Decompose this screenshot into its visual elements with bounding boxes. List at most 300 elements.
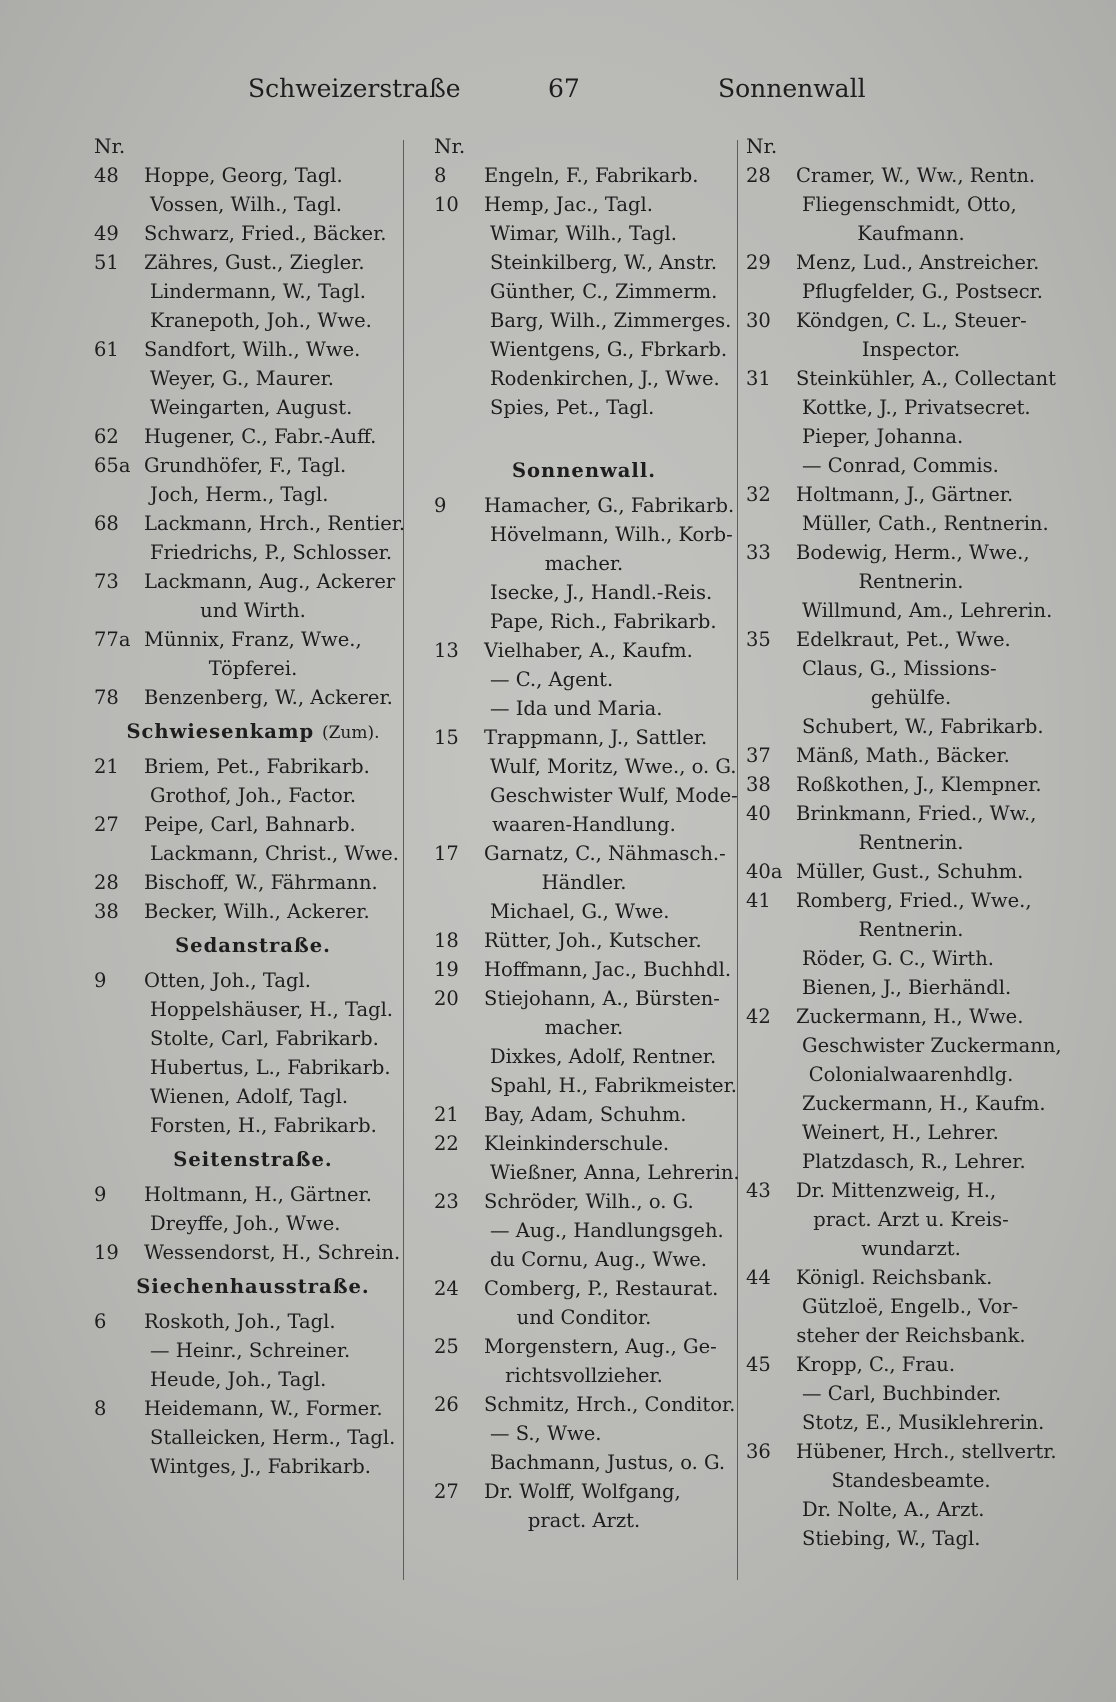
house-number: 22 xyxy=(434,1132,459,1155)
directory-entry xyxy=(746,1350,1076,1379)
house-number: 28 xyxy=(94,871,119,894)
directory-entry xyxy=(746,944,1076,973)
directory-entry xyxy=(746,625,1076,654)
directory-entry xyxy=(746,1147,1076,1176)
directory-entry xyxy=(94,596,412,625)
directory-entry xyxy=(434,810,734,839)
house-number: 48 xyxy=(94,164,119,187)
house-number: 15 xyxy=(434,726,459,749)
house-number: 24 xyxy=(434,1277,459,1300)
resident-entry: pract. Arzt u. Kreis- xyxy=(813,1208,1009,1231)
directory-entry xyxy=(434,219,734,248)
directory-entry xyxy=(434,1332,734,1361)
directory-entry xyxy=(94,509,412,538)
resident-entry: Holtmann, J., Gärtner. xyxy=(796,483,1014,506)
resident-entry: Zuckermann, H., Kaufm. xyxy=(802,1092,1046,1115)
resident-entry: Otten, Joh., Tagl. xyxy=(144,969,311,992)
resident-entry: Fliegenschmidt, Otto, xyxy=(802,193,1017,216)
resident-entry: Cramer, W., Ww., Rentn. xyxy=(796,164,1036,187)
resident-entry: Garnatz, C., Nähmasch.- xyxy=(484,842,726,865)
resident-entry: Günther, C., Zimmerm. xyxy=(490,280,718,303)
directory-entry xyxy=(94,161,412,190)
directory-entry xyxy=(746,1060,1076,1089)
resident-entry: Engeln, F., Fabrikarb. xyxy=(484,164,699,187)
resident-entry: — Conrad, Commis. xyxy=(802,454,999,477)
directory-entry xyxy=(746,915,1076,944)
resident-entry: und Conditor. xyxy=(516,1306,652,1329)
resident-entry: Standesbeamte. xyxy=(831,1469,991,1492)
resident-entry: Kranepoth, Joh., Wwe. xyxy=(150,309,372,332)
resident-entry: Töpferei. xyxy=(208,657,298,680)
section-heading-sedanstrasse: Sedanstraße. xyxy=(175,934,331,957)
directory-entry xyxy=(94,1082,412,1111)
resident-entry: Schwarz, Fried., Bäcker. xyxy=(144,222,387,245)
resident-entry: Kottke, J., Privatsecret. xyxy=(802,396,1031,419)
section-heading-seitenstrasse: Seitenstraße. xyxy=(173,1148,333,1171)
directory-entry xyxy=(434,1448,734,1477)
sonnenwall-entries xyxy=(434,491,740,1535)
directory-entry xyxy=(434,1100,734,1129)
directory-entry xyxy=(434,1158,740,1187)
resident-entry: Barg, Wilh., Zimmerges. xyxy=(490,309,732,332)
directory-entry xyxy=(434,520,734,549)
resident-entry: Hubertus, L., Fabrikarb. xyxy=(150,1056,391,1079)
house-number: 19 xyxy=(434,958,459,981)
resident-entry: Dr. Nolte, A., Arzt. xyxy=(802,1498,985,1521)
directory-entry xyxy=(746,335,1076,364)
directory-entry xyxy=(746,973,1076,1002)
resident-entry: Friedrichs, P., Schlosser. xyxy=(150,541,393,564)
directory-entry xyxy=(746,567,1076,596)
section-title: Schwiesenkamp xyxy=(126,720,315,743)
resident-entry: Stalleicken, Herm., Tagl. xyxy=(150,1426,396,1449)
directory-entry xyxy=(434,364,734,393)
directory-entry xyxy=(434,781,738,810)
directory-entry xyxy=(434,277,734,306)
directory-entry xyxy=(434,752,737,781)
house-number: 21 xyxy=(94,755,119,778)
resident-entry: Hoffmann, Jac., Buchhdl. xyxy=(484,958,732,981)
directory-entry xyxy=(746,538,1076,567)
resident-entry: Dr. Wolff, Wolfgang, xyxy=(484,1480,681,1503)
resident-entry: Schubert, W., Fabrikarb. xyxy=(802,715,1044,738)
directory-entry xyxy=(434,868,734,897)
house-number: 65a xyxy=(94,454,131,477)
directory-entry xyxy=(434,393,734,422)
directory-entry xyxy=(746,654,1076,683)
house-number: 23 xyxy=(434,1190,459,1213)
resident-entry: — C., Agent. xyxy=(490,668,614,691)
directory-entry xyxy=(94,781,412,810)
house-number: 13 xyxy=(434,639,459,662)
resident-entry: Händler. xyxy=(541,871,627,894)
resident-entry: Schmitz, Hrch., Conditor. xyxy=(484,1393,736,1416)
directory-entry xyxy=(94,306,412,335)
directory-entry xyxy=(434,607,734,636)
resident-entry: Geschwister Wulf, Mode- xyxy=(490,784,738,807)
directory-entry xyxy=(434,1245,734,1274)
resident-entry: — Aug., Handlungsgeh. xyxy=(490,1219,724,1242)
resident-entry: Spahl, H., Fabrikmeister. xyxy=(490,1074,737,1097)
resident-entry: Heude, Joh., Tagl. xyxy=(150,1368,327,1391)
resident-entry: Rentnerin. xyxy=(858,831,964,854)
directory-entry xyxy=(434,839,734,868)
header-right: Sonnenwall xyxy=(718,74,866,103)
house-number: 32 xyxy=(746,483,771,506)
directory-entry xyxy=(434,665,734,694)
house-number: 27 xyxy=(434,1480,459,1503)
sonnenwall-continued-entries xyxy=(746,161,1076,1553)
resident-entry: Hemp, Jac., Tagl. xyxy=(484,193,653,216)
directory-entry xyxy=(434,723,734,752)
house-number: 17 xyxy=(434,842,459,865)
resident-entry: Comberg, P., Restaurat. xyxy=(484,1277,719,1300)
resident-entry: Roßkothen, J., Klempner. xyxy=(796,773,1042,796)
resident-entry: gehülfe. xyxy=(870,686,952,709)
directory-entry xyxy=(434,1419,734,1448)
resident-entry: Joch, Herm., Tagl. xyxy=(150,483,329,506)
resident-entry: Hübener, Hrch., stellvertr. xyxy=(796,1440,1057,1463)
seitenstrasse-entries xyxy=(94,1180,412,1267)
directory-entry xyxy=(94,567,412,596)
directory-entry xyxy=(746,1234,1076,1263)
directory-entry xyxy=(94,1238,412,1267)
directory-entry xyxy=(434,1013,734,1042)
directory-entry xyxy=(746,1466,1076,1495)
resident-entry: — Heinr., Schreiner. xyxy=(150,1339,351,1362)
directory-entry xyxy=(746,248,1076,277)
resident-entry: Zuckermann, H., Wwe. xyxy=(796,1005,1024,1028)
resident-entry: Romberg, Fried., Wwe., xyxy=(796,889,1032,912)
directory-entry xyxy=(746,857,1076,886)
resident-entry: Wulf, Moritz, Wwe., o. G. xyxy=(490,755,737,778)
resident-entry: steher der Reichsbank. xyxy=(796,1324,1026,1347)
resident-entry: Steinkühler, A., Collectant xyxy=(796,367,1056,390)
house-number: 21 xyxy=(434,1103,459,1126)
resident-entry: Claus, G., Missions- xyxy=(802,657,997,680)
column-rule-2 xyxy=(737,140,738,1580)
directory-entry xyxy=(94,654,412,683)
house-number: 18 xyxy=(434,929,459,952)
resident-entry: Stolte, Carl, Fabrikarb. xyxy=(150,1027,379,1050)
directory-entry xyxy=(434,926,734,955)
resident-entry: Rentnerin. xyxy=(858,918,964,941)
directory-entry xyxy=(434,694,734,723)
directory-entry xyxy=(434,161,734,190)
directory-entry xyxy=(94,1452,412,1481)
resident-entry: Wessendorst, H., Schrein. xyxy=(144,1241,401,1264)
schweizerstrasse-continued-entries xyxy=(434,161,734,422)
directory-entry xyxy=(434,897,734,926)
resident-entry: Kropp, C., Frau. xyxy=(796,1353,956,1376)
directory-entry xyxy=(746,1292,1076,1321)
directory-entry xyxy=(94,219,412,248)
resident-entry: Lackmann, Hrch., Rentier. xyxy=(144,512,406,535)
directory-entry xyxy=(746,190,1076,219)
directory-entry xyxy=(94,1053,412,1082)
resident-entry: waaren-Handlung. xyxy=(492,813,676,836)
directory-entry xyxy=(94,538,412,567)
section-heading-sonnenwall: Sonnenwall. xyxy=(511,459,657,482)
directory-entry xyxy=(434,1361,734,1390)
resident-entry: Wießner, Anna, Lehrerin. xyxy=(490,1161,740,1184)
resident-entry: Bay, Adam, Schuhm. xyxy=(484,1103,687,1126)
resident-entry: Kleinkinderschule. xyxy=(484,1132,670,1155)
house-number: 9 xyxy=(434,494,447,517)
house-number: 78 xyxy=(94,686,119,709)
house-number: 38 xyxy=(94,900,119,923)
resident-entry: Weinert, H., Lehrer. xyxy=(802,1121,999,1144)
resident-entry: Weingarten, August. xyxy=(150,396,353,419)
directory-entry xyxy=(94,1209,412,1238)
directory-entry xyxy=(434,1129,734,1158)
resident-entry: du Cornu, Aug., Wwe. xyxy=(490,1248,707,1271)
resident-entry: — Ida und Maria. xyxy=(490,697,663,720)
directory-entry xyxy=(746,1118,1076,1147)
directory-entry xyxy=(434,1390,734,1419)
directory-entry xyxy=(746,828,1076,857)
house-number: 62 xyxy=(94,425,119,448)
house-number: 9 xyxy=(94,1183,107,1206)
resident-entry: Willmund, Am., Lehrerin. xyxy=(802,599,1053,622)
resident-entry: Hoppe, Georg, Tagl. xyxy=(144,164,343,187)
resident-entry: Pieper, Johanna. xyxy=(802,425,964,448)
house-number: 8 xyxy=(94,1397,107,1420)
directory-entry xyxy=(94,1307,412,1336)
directory-entry xyxy=(94,752,412,781)
resident-entry: Weyer, G., Maurer. xyxy=(150,367,334,390)
directory-entry xyxy=(94,839,412,868)
house-number: 73 xyxy=(94,570,119,593)
resident-entry: Bischoff, W., Fährmann. xyxy=(144,871,378,894)
directory-entry xyxy=(434,1071,737,1100)
resident-entry: Lackmann, Aug., Ackerer xyxy=(144,570,396,593)
resident-entry: Menz, Lud., Anstreicher. xyxy=(796,251,1040,274)
house-number: 6 xyxy=(94,1310,107,1333)
resident-entry: Colonialwaarenhdlg. xyxy=(808,1063,1014,1086)
resident-entry: Zähres, Gust., Ziegler. xyxy=(144,251,365,274)
resident-entry: Benzenberg, W., Ackerer. xyxy=(144,686,393,709)
directory-entry xyxy=(434,491,734,520)
house-number: 10 xyxy=(434,193,459,216)
directory-entry xyxy=(746,393,1076,422)
resident-entry: Vossen, Wilh., Tagl. xyxy=(150,193,342,216)
directory-entry xyxy=(434,1216,734,1245)
resident-entry: Rütter, Joh., Kutscher. xyxy=(484,929,702,952)
house-number: 35 xyxy=(746,628,771,651)
resident-entry: Michael, G., Wwe. xyxy=(490,900,670,923)
column-2 xyxy=(434,132,740,1535)
house-number: 20 xyxy=(434,987,459,1010)
house-number: 49 xyxy=(94,222,119,245)
page-number: 67 xyxy=(548,74,580,103)
resident-entry: Hugener, C., Fabr.-Auff. xyxy=(144,425,377,448)
directory-entry xyxy=(94,1423,412,1452)
resident-entry: Isecke, J., Handl.-Reis. xyxy=(490,581,713,604)
directory-entry xyxy=(434,190,734,219)
directory-entry xyxy=(746,1205,1076,1234)
house-number: 31 xyxy=(746,367,771,390)
resident-entry: macher. xyxy=(544,552,624,575)
directory-entry xyxy=(434,984,734,1013)
directory-entry xyxy=(94,248,412,277)
nr-label: Nr. xyxy=(746,134,778,158)
directory-entry xyxy=(746,770,1076,799)
resident-entry: Spies, Pet., Tagl. xyxy=(490,396,655,419)
house-number: 45 xyxy=(746,1353,771,1376)
resident-entry: Roskoth, Joh., Tagl. xyxy=(144,1310,336,1333)
resident-entry: und Wirth. xyxy=(200,599,306,622)
resident-entry: Dixkes, Adolf, Rentner. xyxy=(490,1045,717,1068)
directory-entry xyxy=(94,1394,412,1423)
resident-entry: Briem, Pet., Fabrikarb. xyxy=(144,755,370,778)
directory-entry xyxy=(94,190,412,219)
resident-entry: Grothof, Joh., Factor. xyxy=(150,784,357,807)
directory-entry xyxy=(434,248,734,277)
directory-entry xyxy=(94,335,412,364)
house-number: 36 xyxy=(746,1440,771,1463)
resident-entry: Stotz, E., Musiklehrerin. xyxy=(802,1411,1045,1434)
schweizerstrasse-entries xyxy=(94,161,412,712)
resident-entry: Edelkraut, Pet., Wwe. xyxy=(796,628,1011,651)
directory-entry xyxy=(94,422,412,451)
resident-entry: Morgenstern, Aug., Ge- xyxy=(484,1335,717,1358)
directory-entry xyxy=(746,1176,1076,1205)
directory-entry xyxy=(434,636,734,665)
directory-entry xyxy=(94,868,412,897)
resident-entry: Forsten, H., Fabrikarb. xyxy=(150,1114,377,1137)
house-number: 26 xyxy=(434,1393,459,1416)
resident-entry: Trappmann, J., Sattler. xyxy=(484,726,708,749)
house-number: 28 xyxy=(746,164,771,187)
directory-entry xyxy=(746,480,1076,509)
resident-entry: Vielhaber, A., Kaufm. xyxy=(484,639,693,662)
directory-entry xyxy=(746,596,1076,625)
directory-entry xyxy=(746,1321,1076,1350)
directory-entry xyxy=(434,1274,734,1303)
directory-entry xyxy=(746,509,1076,538)
siechenhausstrasse-entries xyxy=(94,1307,412,1481)
running-header xyxy=(0,74,1116,114)
house-number: 27 xyxy=(94,813,119,836)
resident-entry: Müller, Cath., Rentnerin. xyxy=(802,512,1049,535)
spacer xyxy=(434,422,734,451)
nr-label: Nr. xyxy=(94,134,126,158)
house-number: 25 xyxy=(434,1335,459,1358)
resident-entry: Lackmann, Christ., Wwe. xyxy=(150,842,399,865)
house-number: 43 xyxy=(746,1179,771,1202)
directory-entry xyxy=(434,1303,734,1332)
resident-entry: Steinkilberg, W., Anstr. xyxy=(490,251,718,274)
resident-entry: Rentnerin. xyxy=(858,570,964,593)
resident-entry: Grundhöfer, F., Tagl. xyxy=(144,454,347,477)
resident-entry: Geschwister Zuckermann, xyxy=(802,1034,1062,1057)
directory-entry xyxy=(746,1089,1076,1118)
resident-entry: Dr. Mittenzweig, H., xyxy=(796,1179,997,1202)
directory-entry xyxy=(94,277,412,306)
directory-entry xyxy=(94,1336,412,1365)
directory-entry xyxy=(434,549,734,578)
directory-entry xyxy=(746,1524,1076,1553)
resident-entry: richtsvollzieher. xyxy=(505,1364,663,1387)
directory-entry xyxy=(746,422,1076,451)
directory-entry xyxy=(94,625,412,654)
directory-entry xyxy=(746,277,1076,306)
directory-entry xyxy=(434,1187,734,1216)
resident-entry: Sandfort, Wilh., Wwe. xyxy=(144,338,361,361)
directory-entry xyxy=(746,1495,1076,1524)
resident-entry: Bodewig, Herm., Wwe., xyxy=(796,541,1030,564)
resident-entry: Wimar, Wilh., Tagl. xyxy=(490,222,677,245)
header-left: Schweizerstraße xyxy=(248,74,461,103)
resident-entry: Pflugfelder, G., Postsecr. xyxy=(802,280,1043,303)
resident-entry: Kaufmann. xyxy=(857,222,965,245)
resident-entry: Bienen, J., Bierhändl. xyxy=(802,976,1012,999)
house-number: 30 xyxy=(746,309,771,332)
column-1 xyxy=(94,132,412,1481)
directory-entry xyxy=(94,995,412,1024)
directory-entry xyxy=(746,219,1076,248)
directory-entry xyxy=(94,451,412,480)
directory-entry xyxy=(746,306,1076,335)
section-note: (Zum). xyxy=(321,723,380,743)
house-number: 29 xyxy=(746,251,771,274)
sedanstrasse-entries xyxy=(94,966,412,1140)
house-number: 40 xyxy=(746,802,771,825)
section-heading-siechenhausstrasse: Siechenhausstraße. xyxy=(136,1275,370,1298)
directory-entry xyxy=(746,161,1076,190)
directory-entry xyxy=(434,1477,734,1506)
resident-entry: Wientgens, G., Fbrkarb. xyxy=(490,338,728,361)
resident-entry: Platzdasch, R., Lehrer. xyxy=(802,1150,1026,1173)
directory-entry xyxy=(434,1506,734,1535)
resident-entry: Hövelmann, Wilh., Korb- xyxy=(490,523,733,546)
directory-entry xyxy=(434,578,734,607)
house-number: 41 xyxy=(746,889,771,912)
resident-entry: Hoppelshäuser, H., Tagl. xyxy=(150,998,393,1021)
resident-entry: Lindermann, W., Tagl. xyxy=(150,280,366,303)
house-number: 37 xyxy=(746,744,771,767)
resident-entry: Köndgen, C. L., Steuer- xyxy=(796,309,1027,332)
house-number: 77a xyxy=(94,628,131,651)
resident-entry: Hamacher, G., Fabrikarb. xyxy=(484,494,735,517)
directory-entry xyxy=(746,799,1076,828)
directory-entry xyxy=(746,712,1076,741)
house-number: 19 xyxy=(94,1241,119,1264)
resident-entry: Königl. Reichsbank. xyxy=(796,1266,993,1289)
house-number: 61 xyxy=(94,338,119,361)
resident-entry: Münnix, Franz, Wwe., xyxy=(144,628,362,651)
directory-entry xyxy=(746,1031,1076,1060)
house-number: 44 xyxy=(746,1266,771,1289)
resident-entry: Brinkmann, Fried., Ww., xyxy=(796,802,1037,825)
resident-entry: Pape, Rich., Fabrikarb. xyxy=(490,610,717,633)
resident-entry: wundarzt. xyxy=(861,1237,961,1260)
directory-entry xyxy=(94,480,412,509)
directory-entry xyxy=(434,335,734,364)
house-number: 51 xyxy=(94,251,119,274)
house-number: 42 xyxy=(746,1005,771,1028)
resident-entry: Stiejohann, A., Bürsten- xyxy=(484,987,720,1010)
directory-entry xyxy=(94,966,412,995)
directory-entry xyxy=(746,886,1076,915)
directory-entry xyxy=(94,364,412,393)
directory-entry xyxy=(434,955,734,984)
resident-entry: macher. xyxy=(544,1016,624,1039)
resident-entry: Inspector. xyxy=(861,338,961,361)
nr-label: Nr. xyxy=(434,134,466,158)
directory-entry xyxy=(746,1002,1076,1031)
